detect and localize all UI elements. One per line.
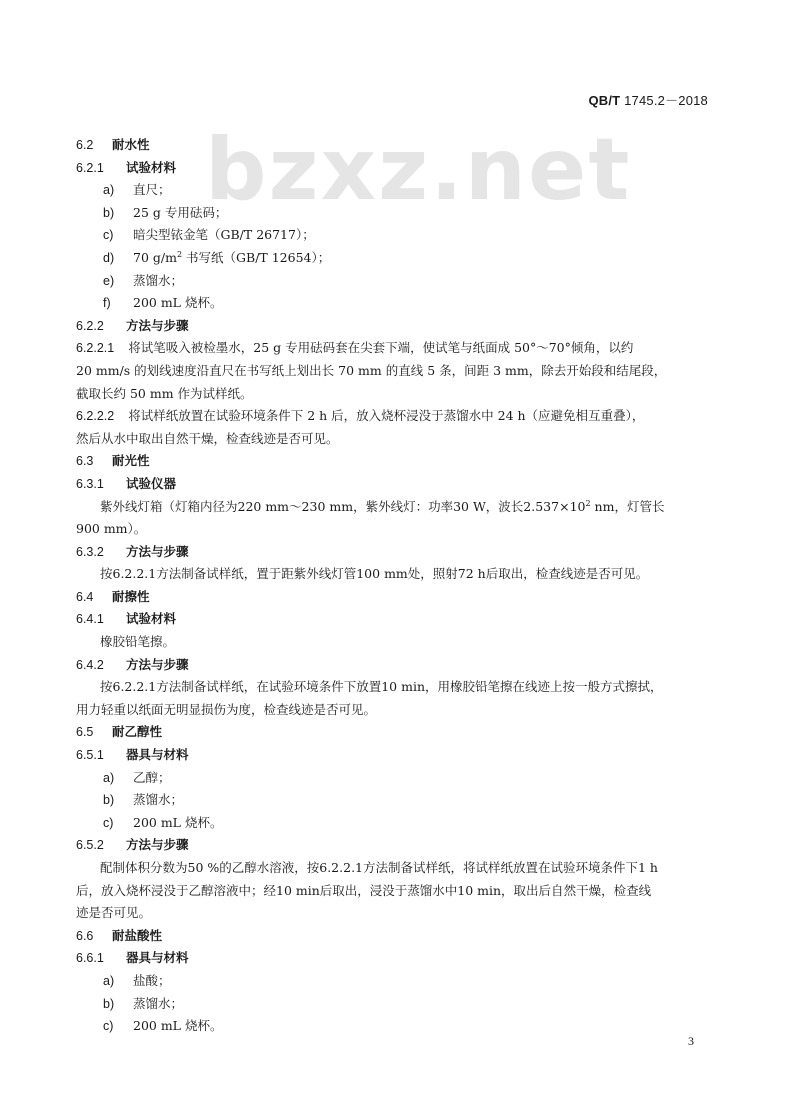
list-item xyxy=(76,970,712,993)
subsection-title: 试验仪器 xyxy=(126,475,177,491)
paragraph-text: 将试样纸放置在试验环境条件下 2 h 后，放入烧杯浸没于蒸馏水中 24 h（应避免相互重叠）， xyxy=(128,408,645,424)
list-marker: a) xyxy=(103,973,115,988)
subsection-title: 器具与材料 xyxy=(126,747,189,763)
paragraph-6-5-2-line-2: 后，放入烧杯浸没于乙醇溶液中；经10 min后取出，浸没于蒸馏水中10 min，取出后自然干燥，检查线 xyxy=(76,882,652,898)
subsection-title: 试验材料 xyxy=(126,611,177,627)
list-item-text: 书写纸（GB/T 12654）； xyxy=(182,249,331,265)
list-item xyxy=(76,292,712,315)
paragraph-6-2-2-2-line-1 xyxy=(76,405,712,428)
list-item-text: 暗尖型铱金笔（GB/T 26717）； xyxy=(133,227,315,243)
subsection-heading-6-4-2 xyxy=(76,654,712,677)
list-item-text: 70 g/m xyxy=(133,249,177,265)
standard-code-number: 1745.2－2018 xyxy=(620,93,708,108)
clause-number: 6.2.2.2 xyxy=(76,409,115,424)
paragraph-6-3-2: 按6.2.2.1方法制备试样纸，置于距紫外线灯管100 mm处，照射72 h后取出，检查线迹是否可见。 xyxy=(100,566,649,582)
subsection-heading-6-3-1 xyxy=(76,473,712,496)
section-heading-6-3 xyxy=(76,450,712,473)
standard-code xyxy=(588,90,708,109)
list-marker: e) xyxy=(103,273,115,288)
document-body xyxy=(76,134,712,1038)
subsection-number: 6.4.1 xyxy=(76,612,104,627)
paragraph-6-3-1-line-2: 900 mm）。 xyxy=(76,521,147,537)
paragraph-6-5-2-line-1: 配制体积分数为50 %的乙醇水溶液，按6.2.2.1方法制备试样纸，将试样纸放置在试验环境条件下1 h xyxy=(100,860,658,875)
section-title: 耐盐酸性 xyxy=(112,927,163,943)
paragraph-6-2-2-1-line-1 xyxy=(76,337,712,360)
paragraph-6-2-2-2-line-2: 然后从水中取出自然干燥，检查线迹是否可见。 xyxy=(76,430,339,446)
subsection-number: 6.4.2 xyxy=(76,657,104,672)
list-marker: c) xyxy=(103,228,114,243)
list-item xyxy=(76,812,712,835)
paragraph-6-3-1-line-1 xyxy=(76,496,712,519)
section-number: 6.4 xyxy=(76,589,94,604)
paragraph-6-4-2-line-1: 按6.2.2.1方法制备试样纸，在试验环境条件下放置10 min，用橡胶铅笔擦在线迹上按一般方式擦拭， xyxy=(100,679,663,695)
section-heading-6-6 xyxy=(76,925,712,948)
subsection-heading-6-4-1 xyxy=(76,608,712,631)
subsection-number: 6.2.1 xyxy=(76,160,104,175)
list-item xyxy=(76,789,712,812)
subsection-number: 6.3.2 xyxy=(76,544,104,559)
clause-number: 6.2.2.1 xyxy=(76,341,115,356)
section-title: 耐擦性 xyxy=(112,588,150,604)
subsection-title: 方法与步骤 xyxy=(126,543,189,559)
paragraph-text: nm，灯管长 xyxy=(590,498,665,514)
list-item xyxy=(76,224,712,247)
subsection-heading-6-6-1 xyxy=(76,947,712,970)
subsection-title: 方法与步骤 xyxy=(126,656,189,672)
paragraph-6-2-2-1-line-2: 20 mm/s 的划线速度沿直尺在书写纸上划出长 70 mm 的直线 5 条，间距 3 mm，除去开始段和结尾段， xyxy=(76,362,667,378)
section-heading-6-2 xyxy=(76,134,712,157)
list-item-text: 盐酸； xyxy=(133,972,171,988)
section-number: 6.3 xyxy=(76,454,94,469)
section-number: 6.5 xyxy=(76,725,94,740)
subsection-number: 6.6.1 xyxy=(76,951,104,966)
list-item-text: 乙醇； xyxy=(133,769,171,785)
paragraph-text: 将试笔吸入被检墨水，25 g 专用砝码套在尖套下端，使试笔与纸面成 50°～70°倾角，以约 xyxy=(128,340,634,356)
watermark: bzxz.net xyxy=(205,120,632,220)
list-marker: b) xyxy=(103,996,115,1011)
subsection-heading-6-2-1 xyxy=(76,157,712,180)
list-item-text: 200 mL 烧杯。 xyxy=(133,295,223,311)
subsection-title: 试验材料 xyxy=(126,159,177,175)
subsection-heading-6-2-2 xyxy=(76,315,712,338)
list-marker: d) xyxy=(103,250,115,265)
section-heading-6-5 xyxy=(76,721,712,744)
list-marker: c) xyxy=(103,815,114,830)
list-item-text: 200 mL 烧杯。 xyxy=(133,1018,223,1034)
subsection-number: 6.5.1 xyxy=(76,748,104,763)
list-item xyxy=(76,1015,712,1038)
subsection-title: 器具与材料 xyxy=(126,950,189,966)
section-heading-6-4 xyxy=(76,586,712,609)
list-item xyxy=(76,202,712,225)
subsection-number: 6.3.1 xyxy=(76,476,104,491)
paragraph-6-5-2-line-3: 迹是否可见。 xyxy=(76,905,152,921)
list-item-text: 蒸馏水； xyxy=(133,995,184,1011)
paragraph-text: 紫外线灯箱（灯箱内径为220 mm～230 mm，紫外线灯：功率30 W，波长2.537×10 xyxy=(100,498,586,514)
list-item xyxy=(76,270,712,293)
list-item xyxy=(76,767,712,790)
list-item-text: 200 mL 烧杯。 xyxy=(133,814,223,830)
section-number: 6.2 xyxy=(76,138,94,152)
superscript: 2 xyxy=(585,498,591,508)
paragraph-6-4-2-line-2: 用力轻重以纸面无明显损伤为度，检查线迹是否可见。 xyxy=(76,701,377,717)
section-title: 耐水性 xyxy=(112,137,150,152)
section-number: 6.6 xyxy=(76,928,94,943)
list-item xyxy=(76,179,712,202)
superscript: 2 xyxy=(176,249,183,259)
subsection-title: 方法与步骤 xyxy=(126,317,189,333)
list-item xyxy=(76,247,712,270)
section-title: 耐乙醇性 xyxy=(112,724,163,740)
paragraph-6-4-1: 橡胶铅笔擦。 xyxy=(100,634,176,650)
list-marker: b) xyxy=(103,205,115,220)
list-item-text: 蒸馏水； xyxy=(133,272,184,288)
standard-code-prefix: QB/T xyxy=(588,93,621,108)
paragraph-6-2-2-1-line-3: 截取长约 50 mm 作为试样纸。 xyxy=(76,385,253,401)
list-item-text: 蒸馏水； xyxy=(133,792,184,808)
subsection-heading-6-5-2 xyxy=(76,834,712,857)
list-marker: c) xyxy=(103,1019,114,1034)
list-marker: f) xyxy=(103,296,111,311)
section-title: 耐光性 xyxy=(112,453,150,469)
list-marker: a) xyxy=(103,183,115,198)
page-number: 3 xyxy=(688,1034,694,1048)
subsection-heading-6-3-2 xyxy=(76,541,712,564)
subsection-title: 方法与步骤 xyxy=(126,837,189,853)
subsection-number: 6.2.2 xyxy=(76,318,104,333)
subsection-number: 6.5.2 xyxy=(76,838,104,853)
list-item-text: 直尺； xyxy=(133,182,171,198)
list-marker: b) xyxy=(103,793,115,808)
subsection-heading-6-5-1 xyxy=(76,744,712,767)
list-marker: a) xyxy=(103,770,115,785)
list-item xyxy=(76,993,712,1016)
list-item-text: 25 g 专用砝码； xyxy=(133,204,228,220)
